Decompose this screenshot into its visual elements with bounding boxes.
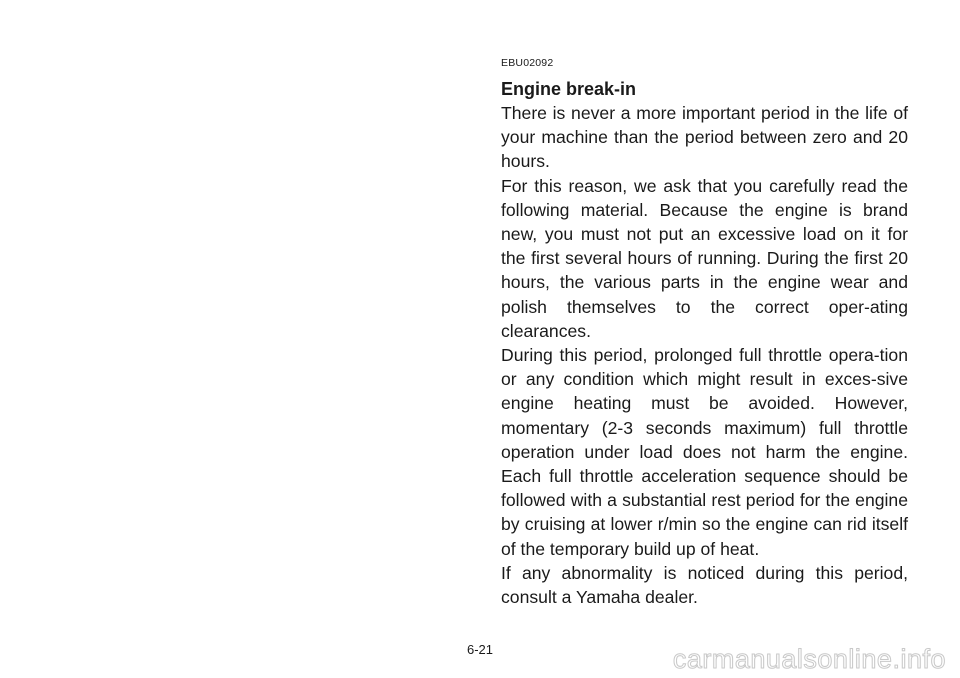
watermark: carmanualsonline.info (672, 644, 946, 674)
section-code: EBU02092 (501, 57, 554, 69)
page-number: 6-21 (466, 642, 494, 657)
paragraph-3: During this period, prolonged full throttle opera-tion or any condition which might result in exces-sive engine heating must be avoided. However, momentary (2-3 seconds maximum) full throttle operation under load does not harm the engine. Each full throttle acceleration sequence should be followed with a substantial rest period for the engine by cruising at lower r/min so the engine can rid itself of the temporary build up of heat. (501, 345, 908, 559)
paragraph-2: For this reason, we ask that you carefully read the following material. Because the engine is brand new, you must not put an excessive load on it for the first several hours of running. During the first 20 hours, the various parts in the engine wear and polish themselves to the correct oper-ating clearances. (501, 175, 908, 341)
paragraph-1: There is never a more important period in the life of your machine than the period between zero and 20 hours. (501, 103, 908, 172)
text-column (501, 57, 908, 609)
paragraph-4: If any abnormality is noticed during this period, consult a Yamaha dealer. (501, 562, 908, 608)
section-heading: Engine break-in (501, 79, 637, 99)
